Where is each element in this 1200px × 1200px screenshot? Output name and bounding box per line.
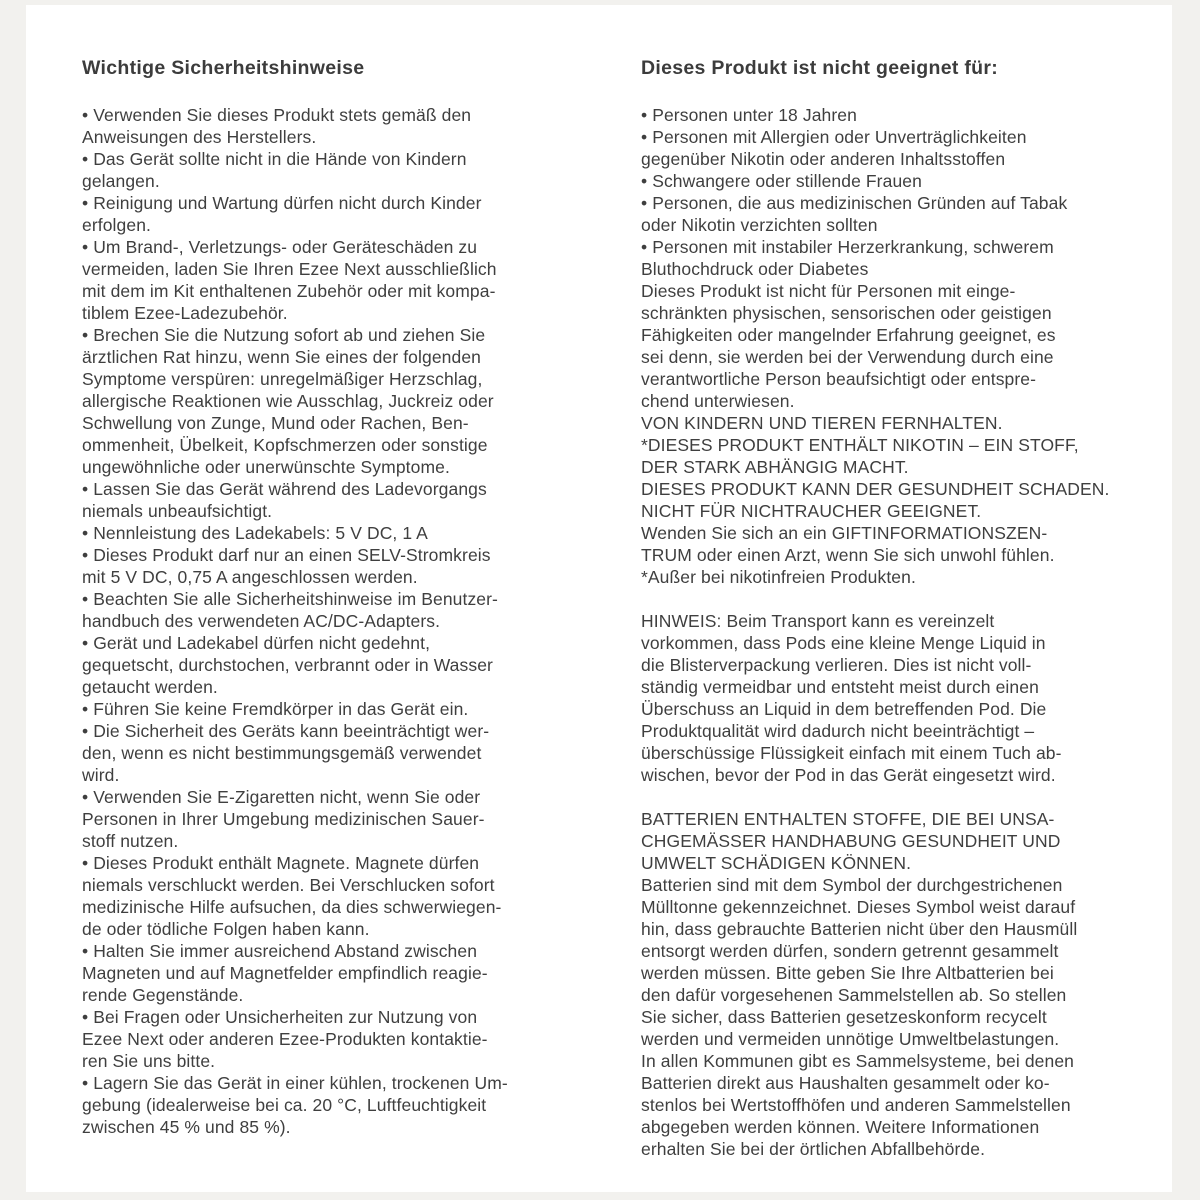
text-line: • Bei Fragen oder Unsicherheiten zur Nutzung von bbox=[82, 1007, 478, 1027]
text-line: chend unterwiesen. bbox=[641, 391, 795, 411]
text-line bbox=[641, 588, 1138, 610]
text-line: Dieses Produkt ist nicht für Personen mit einge- bbox=[641, 281, 1016, 301]
text-line: ren Sie uns bitte. bbox=[82, 1051, 216, 1071]
text-line: medizinische Hilfe aufsuchen, da dies schwerwiegen- bbox=[82, 897, 502, 917]
text-line bbox=[641, 786, 1138, 808]
text-line: vermeiden, laden Sie Ihren Ezee Next ausschließlich bbox=[82, 259, 497, 279]
text-line: • Verwenden Sie dieses Produkt stets gemäß den bbox=[82, 105, 472, 125]
safety-instructions-heading: Wichtige Sicherheitshinweise bbox=[82, 57, 365, 79]
text-line: • Führen Sie keine Fremdkörper in das Gerät ein. bbox=[82, 699, 469, 719]
text-line: • Halten Sie immer ausreichend Abstand zwischen bbox=[82, 941, 478, 961]
text-line: • Personen mit instabiler Herzerkrankung, schwerem bbox=[641, 237, 1054, 257]
text-line: den dafür vorgesehenen Sammelstellen ab. So stellen bbox=[641, 985, 1067, 1005]
text-line: stoff nutzen. bbox=[82, 831, 179, 851]
text-line: rende Gegenstände. bbox=[82, 985, 244, 1005]
text-line: Überschuss an Liquid in dem betreffenden Pod. Die bbox=[641, 699, 1047, 719]
text-line: hin, dass gebrauchte Batterien nicht über den Hausmüll bbox=[641, 919, 1078, 939]
text-line: handbuch des verwendeten AC/DC-Adapters. bbox=[82, 611, 441, 631]
text-line: schränkten physischen, sensorischen oder geistigen bbox=[641, 303, 1052, 323]
text-line: • Personen mit Allergien oder Unverträglichkeiten bbox=[641, 127, 1027, 147]
text-line: Batterien sind mit dem Symbol der durchgestrichenen bbox=[641, 875, 1063, 895]
text-line: getaucht werden. bbox=[82, 677, 218, 697]
two-column-layout bbox=[82, 55, 1172, 1160]
safety-instructions-column bbox=[82, 55, 579, 1160]
text-line: *DIESES PRODUKT ENTHÄLT NIKOTIN – EIN STOFF, bbox=[641, 435, 1079, 455]
text-line: überschüssige Flüssigkeit einfach mit einem Tuch ab- bbox=[641, 743, 1062, 763]
text-line: niemals unbeaufsichtigt. bbox=[82, 501, 273, 521]
text-line: vorkommen, dass Pods eine kleine Menge Liquid in bbox=[641, 633, 1046, 653]
text-line: • Um Brand-, Verletzungs- oder Geräteschäden zu bbox=[82, 237, 478, 257]
text-line: HINWEIS: Beim Transport kann es vereinzelt bbox=[641, 611, 995, 631]
text-line: gelangen. bbox=[82, 171, 160, 191]
text-line: • Verwenden Sie E-Zigaretten nicht, wenn Sie oder bbox=[82, 787, 481, 807]
text-line: niemals verschluckt werden. Bei Verschlucken sofort bbox=[82, 875, 495, 895]
text-line: werden und vermeiden unnötige Umweltbelastungen. bbox=[641, 1029, 1060, 1049]
text-line: tiblem Ezee-Ladezubehör. bbox=[82, 303, 288, 323]
text-line: gegenüber Nikotin oder anderen Inhaltsstoffen bbox=[641, 149, 1006, 169]
text-line: wischen, bevor der Pod in das Gerät eingesetzt wird. bbox=[641, 765, 1056, 785]
text-line: VON KINDERN UND TIEREN FERNHALTEN. bbox=[641, 413, 1003, 433]
text-line: entsorgt werden dürfen, sondern getrennt gesammelt bbox=[641, 941, 1059, 961]
not-suitable-text bbox=[641, 104, 1138, 1160]
text-line: erhalten Sie bei der örtlichen Abfallbehörde. bbox=[641, 1139, 986, 1159]
text-line: mit 5 V DC, 0,75 A angeschlossen werden. bbox=[82, 567, 418, 587]
text-line: oder Nikotin verzichten sollten bbox=[641, 215, 878, 235]
document-sheet bbox=[26, 5, 1172, 1192]
text-line: Wenden Sie sich an ein GIFTINFORMATIONSZEN- bbox=[641, 523, 1048, 543]
text-line: die Blisterverpackung verlieren. Dies ist nicht voll- bbox=[641, 655, 1032, 675]
text-line: Schwellung von Zunge, Mund oder Rachen, Ben- bbox=[82, 413, 469, 433]
text-line: In allen Kommunen gibt es Sammelsysteme, bei denen bbox=[641, 1051, 1075, 1071]
text-line: werden müssen. Bitte geben Sie Ihre Altbatterien bei bbox=[641, 963, 1054, 983]
text-line: Produktqualität wird dadurch nicht beeinträchtigt – bbox=[641, 721, 1035, 741]
not-suitable-column bbox=[641, 55, 1138, 1160]
text-line: Magneten und auf Magnetfelder empfindlich reagie- bbox=[82, 963, 488, 983]
text-line: Bluthochdruck oder Diabetes bbox=[641, 259, 869, 279]
text-line: sei denn, sie werden bei der Verwendung durch eine bbox=[641, 347, 1054, 367]
text-line: gebung (idealerweise bei ca. 20 °C, Luftfeuchtigkeit bbox=[82, 1095, 487, 1115]
not-suitable-heading: Dieses Produkt ist nicht geeignet für: bbox=[641, 57, 999, 79]
text-line: • Reinigung und Wartung dürfen nicht durch Kinder bbox=[82, 193, 482, 213]
text-line: • Personen unter 18 Jahren bbox=[641, 105, 857, 125]
text-line: abgegeben werden können. Weitere Informationen bbox=[641, 1117, 1040, 1137]
text-line: stenlos bei Wertstoffhöfen und anderen Sammelstellen bbox=[641, 1095, 1071, 1115]
text-line: • Das Gerät sollte nicht in die Hände von Kindern bbox=[82, 149, 467, 169]
text-line: • Nennleistung des Ladekabels: 5 V DC, 1 A bbox=[82, 523, 428, 543]
text-line: wird. bbox=[82, 765, 120, 785]
text-line: • Gerät und Ladekabel dürfen nicht gedehnt, bbox=[82, 633, 431, 653]
text-line: • Schwangere oder stillende Frauen bbox=[641, 171, 922, 191]
text-line: erfolgen. bbox=[82, 215, 152, 235]
text-line: *Außer bei nikotinfreien Produkten. bbox=[641, 567, 916, 587]
text-line: • Beachten Sie alle Sicherheitshinweise im Benutzer- bbox=[82, 589, 498, 609]
text-line: DIESES PRODUKT KANN DER GESUNDHEIT SCHADEN. bbox=[641, 479, 1110, 499]
text-line: ommenheit, Übelkeit, Kopfschmerzen oder sonstige bbox=[82, 435, 488, 455]
safety-instructions-text bbox=[82, 104, 579, 1138]
text-line: NICHT FÜR NICHTRAUCHER GEEIGNET. bbox=[641, 501, 982, 521]
text-line: allergische Reaktionen wie Ausschlag, Juckreiz oder bbox=[82, 391, 494, 411]
text-line: • Lassen Sie das Gerät während des Ladevorgangs bbox=[82, 479, 487, 499]
text-line: Ezee Next oder anderen Ezee-Produkten kontaktie- bbox=[82, 1029, 488, 1049]
text-line: mit dem im Kit enthaltenen Zubehör oder mit kompa- bbox=[82, 281, 496, 301]
text-line: • Brechen Sie die Nutzung sofort ab und ziehen Sie bbox=[82, 325, 486, 345]
text-line: Personen in Ihrer Umgebung medizinischen Sauer- bbox=[82, 809, 485, 829]
text-line: TRUM oder einen Arzt, wenn Sie sich unwohl fühlen. bbox=[641, 545, 1055, 565]
text-line: ungewöhnliche oder unerwünschte Symptome. bbox=[82, 457, 450, 477]
text-line: ärztlichen Rat hinzu, wenn Sie eines der folgenden bbox=[82, 347, 481, 367]
text-line: Fähigkeiten oder mangelnder Erfahrung geeignet, es bbox=[641, 325, 1056, 345]
text-line: UMWELT SCHÄDIGEN KÖNNEN. bbox=[641, 853, 912, 873]
text-line: Anweisungen des Herstellers. bbox=[82, 127, 317, 147]
text-line: den, wenn es nicht bestimmungsgemäß verwendet bbox=[82, 743, 482, 763]
text-line: BATTERIEN ENTHALTEN STOFFE, DIE BEI UNSA- bbox=[641, 809, 1055, 829]
text-line: • Lagern Sie das Gerät in einer kühlen, trockenen Um- bbox=[82, 1073, 508, 1093]
text-line: verantwortliche Person beaufsichtigt oder entspre- bbox=[641, 369, 1037, 389]
text-line: • Dieses Produkt enthält Magnete. Magnete dürfen bbox=[82, 853, 480, 873]
text-line: • Personen, die aus medizinischen Gründen auf Tabak bbox=[641, 193, 1068, 213]
text-line: DER STARK ABHÄNGIG MACHT. bbox=[641, 457, 909, 477]
text-line: • Die Sicherheit des Geräts kann beeinträchtigt wer- bbox=[82, 721, 490, 741]
text-line: Symptome verspüren: unregelmäßiger Herzschlag, bbox=[82, 369, 483, 389]
text-line: gequetscht, durchstochen, verbrannt oder in Wasser bbox=[82, 655, 493, 675]
text-line: zwischen 45 % und 85 %). bbox=[82, 1117, 291, 1137]
text-line: • Dieses Produkt darf nur an einen SELV-Stromkreis bbox=[82, 545, 491, 565]
text-line: de oder tödliche Folgen haben kann. bbox=[82, 919, 370, 939]
text-line: Mülltonne gekennzeichnet. Dieses Symbol weist darauf bbox=[641, 897, 1076, 917]
text-line: Batterien direkt aus Haushalten gesammelt oder ko- bbox=[641, 1073, 1050, 1093]
text-line: ständig vermeidbar und entsteht meist durch einen bbox=[641, 677, 1039, 697]
text-line: CHGEMÄSSER HANDHABUNG GESUNDHEIT UND bbox=[641, 831, 1061, 851]
text-line: Sie sicher, dass Batterien gesetzeskonform recycelt bbox=[641, 1007, 1047, 1027]
